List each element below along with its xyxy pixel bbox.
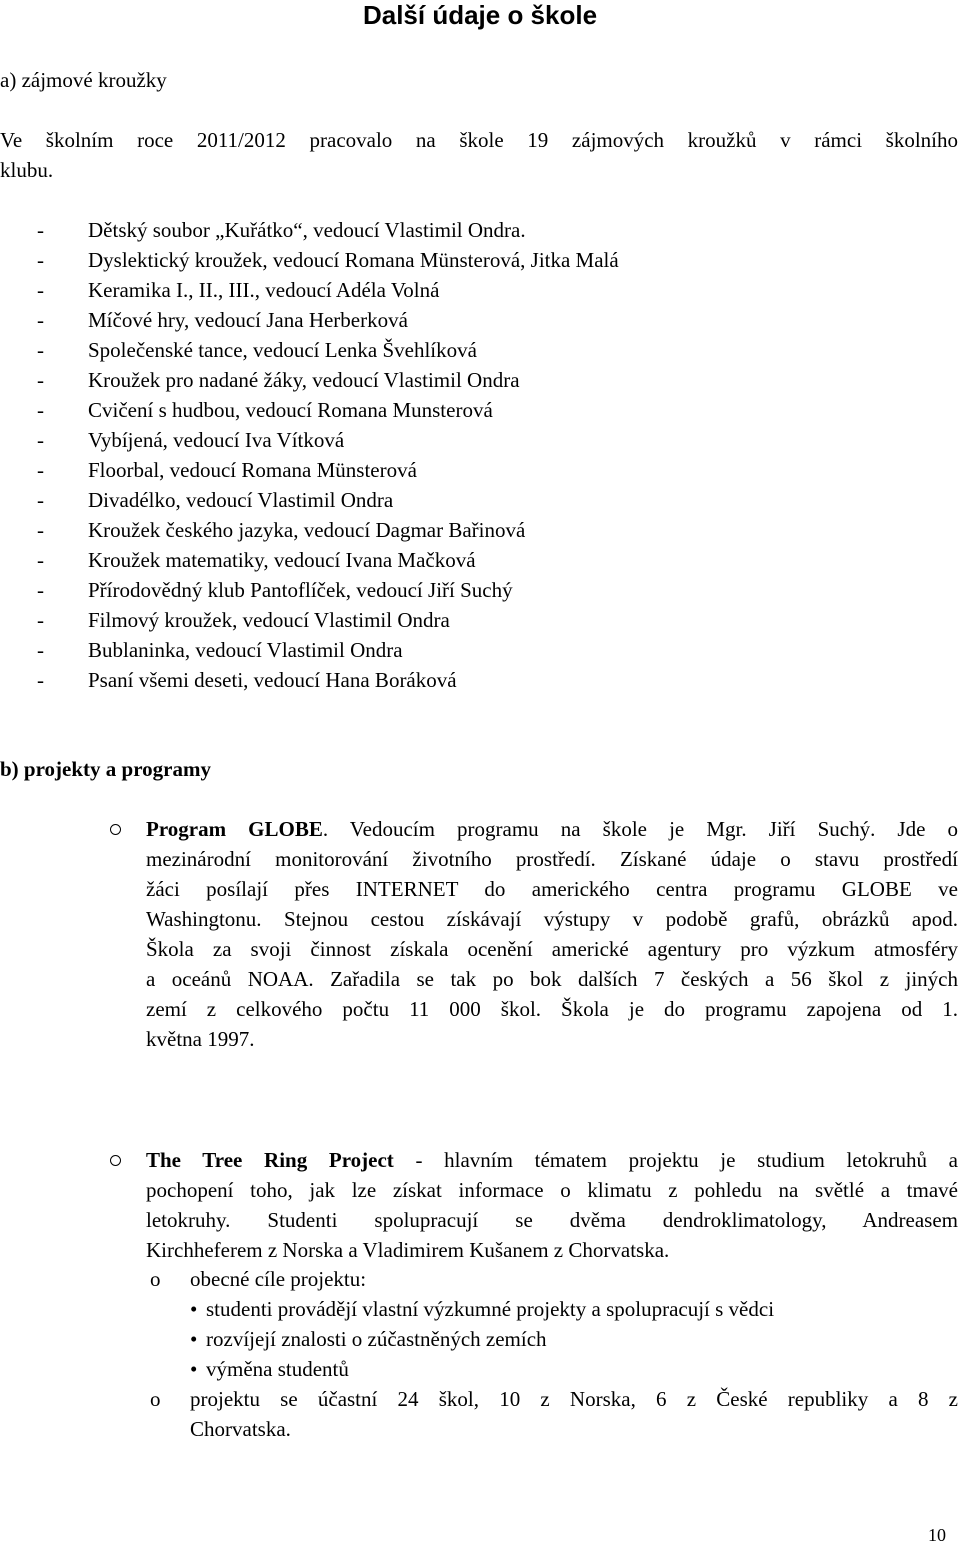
tree-ring-line-1-rest: - hlavním tématem projektu je studium letokruhů a [393,1148,958,1172]
bullet-disc-icon [110,824,121,835]
globe-name: Program GLOBE [146,817,323,841]
sub-marker-o: o [150,1267,161,1291]
intro-line-1: Ve školním roce 2011/2012 pracovalo na škole 19 zájmových kroužků v rámci školního [0,128,958,152]
section-a-heading: a) zájmové kroužky [0,68,167,92]
globe-line: Škola za svoji činnost získala ocenění americké agentury pro výzkum atmosféry [146,937,958,961]
club-item: Dyslektický kroužek, vedoucí Romana Münsterová, Jitka Malá [88,248,619,272]
participation-line-1: projektu se účastní 24 škol, 10 z Norska, 6 z České republiky a 8 z [190,1387,958,1411]
bullet-disc-icon [110,1155,121,1166]
tree-ring-line-1 [146,1145,958,1175]
club-item: Míčové hry, vedoucí Jana Herberková [88,308,408,332]
tree-ring-name: The Tree Ring Project [146,1148,394,1172]
club-item: Přírodovědný klub Pantoflíček, vedoucí Jiří Suchý [88,578,513,602]
tree-ring-line: letokruhy. Studenti spolupracují se dvěma dendroklimatology, Andreasem [146,1208,958,1232]
club-item: Floorbal, vedoucí Romana Münsterová [88,458,417,482]
club-dash: - [37,218,44,242]
club-item: Společenské tance, vedoucí Lenka Švehlíková [88,338,477,362]
club-dash: - [37,308,44,332]
club-item: Dětský soubor „Kuřátko“, vedoucí Vlastimil Ondra. [88,218,526,242]
tree-ring-line: pochopení toho, jak lze získat informace o klimatu z pohledu na světlé a tmavé [146,1178,958,1202]
page-title: Další údaje o škole [362,0,598,30]
club-dash: - [37,548,44,572]
club-item: Kroužek českého jazyka, vedoucí Dagmar Bařinová [88,518,526,542]
globe-line-1-rest: . Vedoucím programu na škole je Mgr. Jiří Suchý. Jde o [322,817,958,841]
goal-item: rozvíjejí znalosti o zúčastněných zemích [206,1327,547,1351]
club-dash: - [37,518,44,542]
club-dash: - [37,638,44,662]
globe-line: května 1997. [146,1027,255,1051]
club-item: Kroužek pro nadané žáky, vedoucí Vlastimil Ondra [88,368,520,392]
goal-item: studenti provádějí vlastní výzkumné projekty a spolupracují s vědci [206,1297,775,1321]
goal-item: výměna studentů [206,1357,349,1381]
club-dash: - [37,458,44,482]
globe-line: mezinárodní monitorování životního prostředí. Získané údaje o stavu prostředí [146,847,958,871]
club-dash: - [37,368,44,392]
club-dash: - [37,668,44,692]
globe-line: Washingtonu. Stejnou cestou získávají výstupy v podobě grafů, obrázků apod. [146,907,958,931]
globe-line: zemí z celkového počtu 11 000 škol. Škola je do programu zapojena od 1. [146,997,958,1021]
club-dash: - [37,428,44,452]
club-dash: - [37,578,44,602]
club-dash: - [37,608,44,632]
globe-line: a oceánů NOAA. Zařadila se tak po bok dalších 7 českých a 56 škol z jiných [146,967,958,991]
page-number: 10 [928,1525,946,1545]
club-dash: - [37,338,44,362]
club-item: Vybíjená, vedoucí Iva Vítková [88,428,345,452]
globe-line-1 [146,814,958,844]
club-item: Cvičení s hudbou, vedoucí Romana Munsterová [88,398,493,422]
club-dash: - [37,398,44,422]
club-dash: - [37,248,44,272]
globe-line: žáci posílají přes INTERNET do amerického centra programu GLOBE ve [146,877,958,901]
club-item: Divadélko, vedoucí Vlastimil Ondra [88,488,394,512]
goals-label: obecné cíle projektu: [190,1267,367,1291]
goal-bullet-icon: • [190,1327,198,1351]
club-item: Bublaninka, vedoucí Vlastimil Ondra [88,638,403,662]
club-item: Kroužek matematiky, vedoucí Ivana Mačková [88,548,476,572]
sub-marker-o: o [150,1387,161,1411]
club-dash: - [37,488,44,512]
club-dash: - [37,278,44,302]
club-item: Psaní všemi deseti, vedoucí Hana Boráková [88,668,457,692]
club-item: Filmový kroužek, vedoucí Vlastimil Ondra [88,608,450,632]
intro-line-2: klubu. [0,158,54,182]
goal-bullet-icon: • [190,1297,198,1321]
section-b-heading: b) projekty a programy [0,757,211,781]
tree-ring-line: Kirchheferem z Norska a Vladimirem Kušanem z Chorvatska. [146,1238,670,1262]
participation-line-2: Chorvatska. [190,1417,291,1441]
club-item: Keramika I., II., III., vedoucí Adéla Volná [88,278,440,302]
goal-bullet-icon: • [190,1357,198,1381]
